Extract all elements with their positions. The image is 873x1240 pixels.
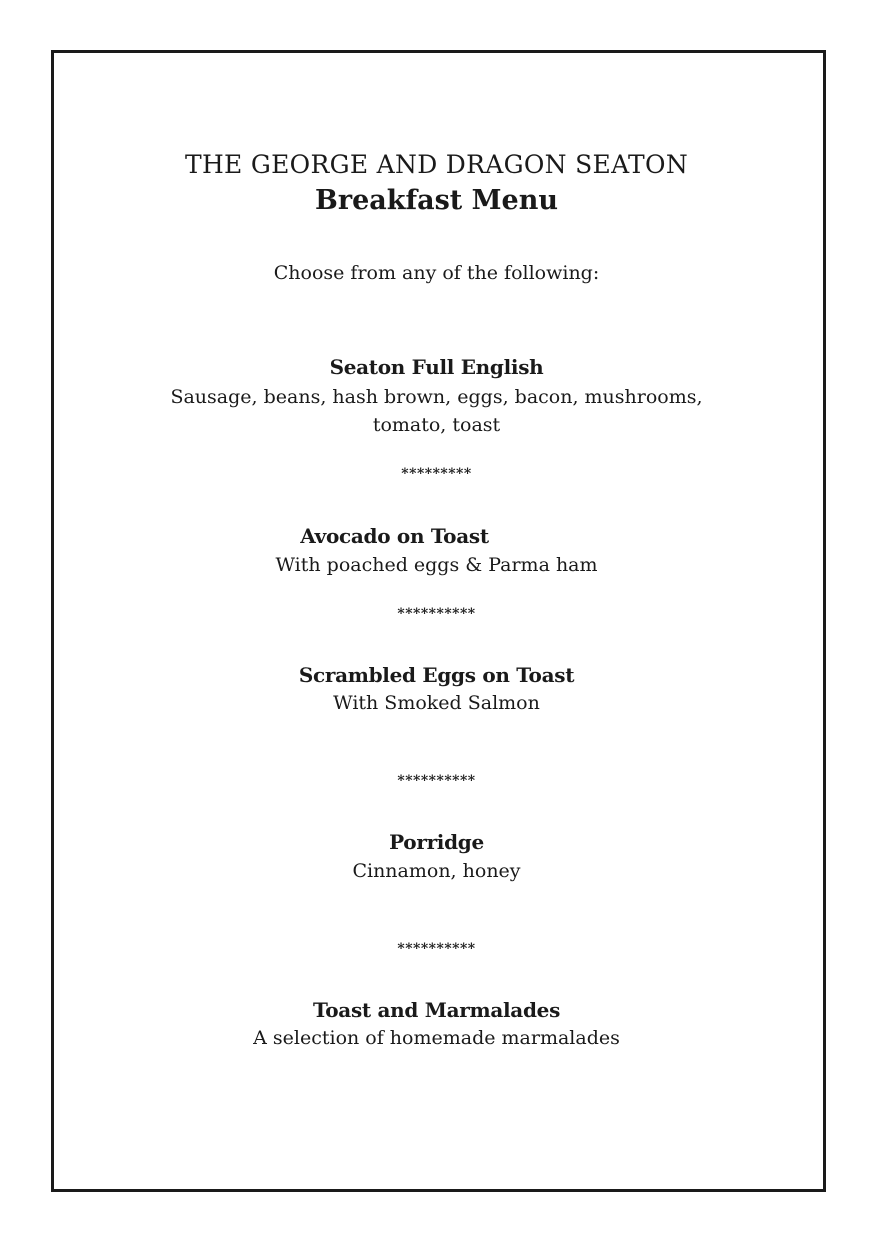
menu-item-name: Avocado on Toast — [300, 524, 489, 548]
menu-item-name: Seaton Full English — [329, 355, 544, 379]
menu-item-name: Scrambled Eggs on Toast — [298, 663, 575, 687]
menu-item-name: Porridge — [389, 830, 484, 854]
menu-item-description: tomato, toast — [372, 414, 501, 436]
menu-item-description: Sausage, beans, hash brown, eggs, bacon, mushrooms, — [170, 386, 703, 408]
separator: ********** — [397, 773, 476, 789]
menu-title: Breakfast Menu — [315, 185, 558, 216]
separator: ********** — [397, 941, 476, 957]
menu-item-description: Cinnamon, honey — [352, 860, 521, 882]
menu-item-description: A selection of homemade marmalades — [253, 1027, 620, 1049]
menu-intro: Choose from any of the following: — [273, 262, 600, 284]
separator: ********** — [397, 606, 476, 622]
menu-item-name: Toast and Marmalades — [312, 998, 561, 1022]
menu-item-description: With poached eggs & Parma ham — [275, 554, 598, 576]
separator: ********* — [401, 466, 472, 482]
menu-item-description: With Smoked Salmon — [333, 692, 540, 714]
venue-name: THE GEORGE AND DRAGON SEATON — [184, 150, 689, 179]
